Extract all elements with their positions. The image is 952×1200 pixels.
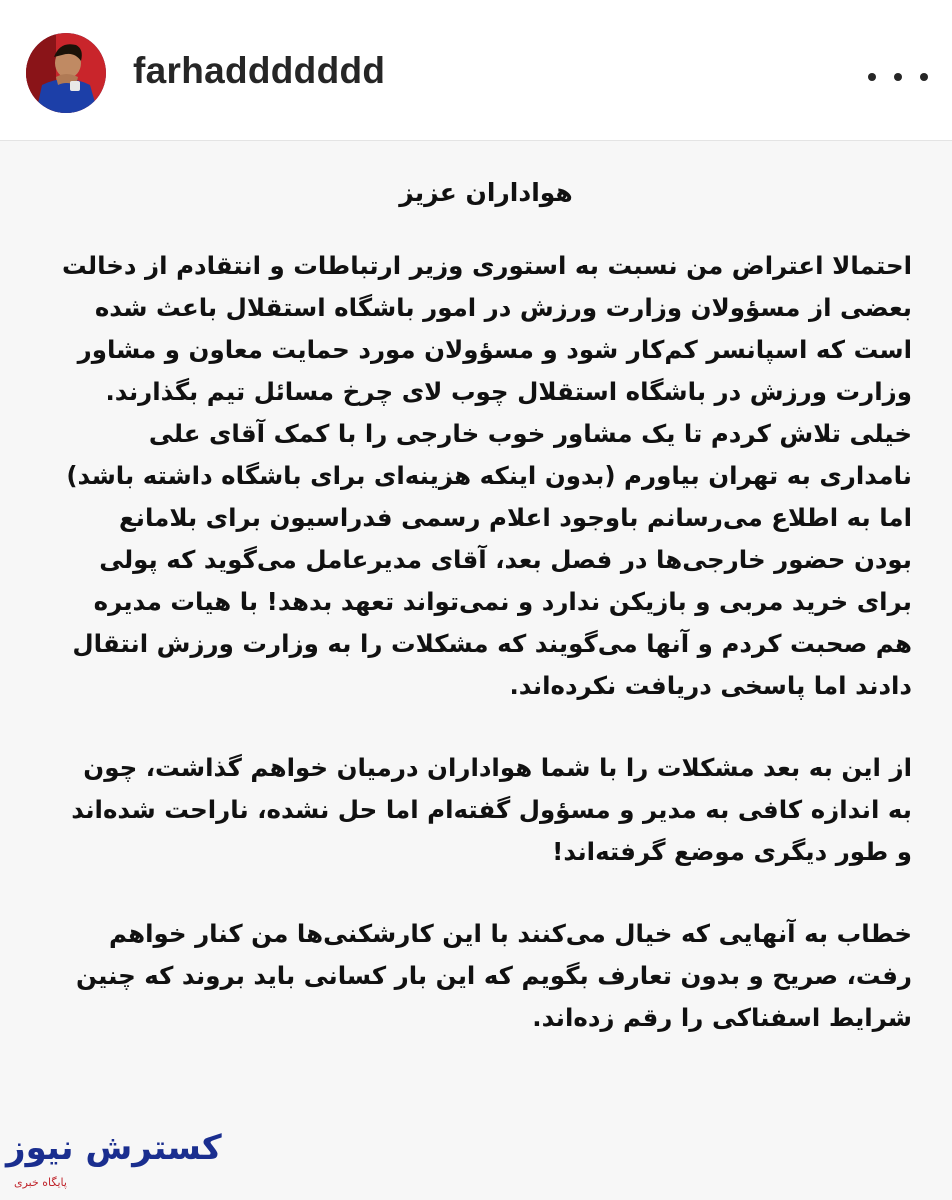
letter-paragraph: از این به بعد مشکلات را با شما هواداران درمیان خواهم گذاشت، چون به اندازه کافی به مدیر و مسؤول گفته‌ام اما حل نشده، ناراحت شده‌اند و طور دیگری موضع گرفته‌اند!: [71, 753, 912, 866]
more-dot: [894, 73, 902, 81]
more-dot: [920, 73, 928, 81]
letter-greeting: هواداران عزیز: [399, 178, 573, 207]
letter-paragraph: احتمالا اعتراض من نسبت به استوری وزیر ارتباطات و انتقادم از دخالت بعضی از مسؤولان وزارت ورزش در امور باشگاه استقلال باعث شده است که اسپانسر کم‌کار شود و مسؤولان مورد حمایت معاون و مشاور وزارت ورزش در باشگاه استقلال چوب لای چرخ مسائل تیم بگذارند.: [61, 251, 912, 406]
username[interactable]: farhaddddddd: [133, 50, 386, 91]
letter-text: [60, 166, 912, 1039]
more-dot: [868, 73, 876, 81]
letter-paragraph: خطاب به آنهایی که خیال می‌کنند با این کارشکنی‌ها من کنار خواهم رفت، صریح و بدون تعارف بگویم که این بار کسانی باید بروند که چنین شرایط اسفناکی را رقم زده‌اند.: [76, 919, 912, 1032]
post-header: [0, 0, 952, 141]
avatar[interactable]: [26, 33, 106, 113]
more-options-icon[interactable]: [868, 62, 928, 92]
letter-paragraph: خیلی تلاش کردم تا یک مشاور خوب خارجی را با کمک آقای علی نامداری به تهران بیاورم (بدون اینکه هزینه‌ای برای باشگاه داشته باشد) اما به اطلاع می‌رسانم باوجود اعلام رسمی فدراسیون برای بلامانع بودن حضور خارجی‌ها در فصل بعد، آقای مدیرعامل می‌گوید که پولی برای خرید مربی و بازیکن ندارد و نمی‌تواند تعهد بدهد! با هیات مدیره هم صحبت کردم و آنها می‌گویند که مشکلات را به وزارت ورزش انتقال دادند اما پاسخی دریافت نکرده‌اند.: [66, 419, 912, 700]
profile-photo-icon: [26, 33, 106, 113]
watermark-name: کسترش نیوز: [6, 1128, 222, 1168]
watermark-tagline: پایگاه خبری: [14, 1176, 67, 1189]
news-watermark-logo: [0, 1120, 222, 1200]
post-image: [0, 141, 952, 1200]
